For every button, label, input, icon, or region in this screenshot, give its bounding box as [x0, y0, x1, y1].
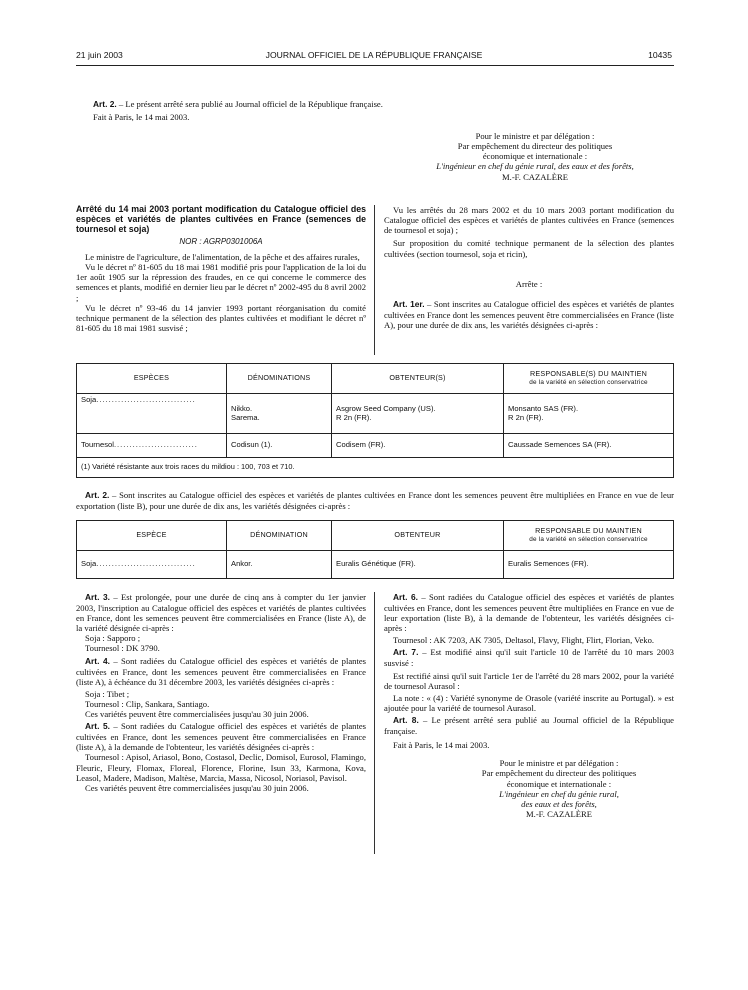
arrete-para: Vu les arrêtés du 28 mars 2002 et du 10 mars 2003 portant modification du Catalogue officiel des espèces et variétés de plantes cultivées en France (semences de tournesol et soja) ; — [384, 205, 674, 236]
table-row — [77, 434, 674, 458]
art6-items: Tournesol : AK 7203, AK 7305, Deltasol, Flavy, Flight, Flirt, Florian, Veko. — [393, 635, 655, 646]
prev-art2-label: Art. 2. — [93, 99, 117, 109]
art3-label: Art. 3. — [85, 592, 110, 602]
art4-end: Ces variétés peuvent être commercialisées jusqu'au 30 juin 2006. — [85, 709, 309, 720]
table-cell-espece: Soja................................ — [77, 551, 227, 579]
table-cell-responsable: Euralis Semences (FR). — [504, 551, 674, 579]
art3-item: Soja : Sapporo ; — [85, 633, 141, 644]
header-date: 21 juin 2003 — [76, 50, 123, 60]
table-cell-responsable: Caussade Semences SA (FR). — [504, 434, 674, 458]
table-cell-obtenteur: Asgrow Seed Company (US). R 2n (FR). — [332, 394, 504, 434]
column-divider — [374, 205, 375, 355]
art7-para: Est rectifié ainsi qu'il suit l'article 1er de l'arrêté du 28 mars 2002, pour la variété de tournesol Aurasol : — [384, 670, 674, 691]
arrete-right-column — [384, 205, 674, 330]
table-header-label: RESPONSABLE(S) DU MAINTIEN — [529, 369, 648, 379]
table-liste-b — [76, 520, 674, 579]
prev-art2-text: – Le présent arrêté sera publié au Journal officiel de la République française. — [116, 99, 383, 109]
table-header: ESPÈCE — [77, 521, 227, 551]
table-header-sub: de la variété en sélection conservatrice — [529, 535, 648, 543]
prev-sig-name: M.-F. CAZALÈRE — [502, 171, 568, 182]
arrete-para: Le ministre de l'agriculture, de l'alimentation, de la pêche et des affaires rurales, — [85, 251, 360, 262]
art1-label: Art. 1er. — [393, 298, 425, 309]
table-header — [504, 521, 674, 551]
bottom-left-column — [76, 592, 366, 793]
table-cell-obtenteur: Codisem (FR). — [332, 434, 504, 458]
sig-name: M.-F. CAZALÈRE — [526, 808, 592, 819]
art2-block — [76, 490, 674, 511]
prev-sig-line: Pour le ministre et par délégation : — [475, 131, 595, 141]
table-header: ESPÈCES — [77, 364, 227, 394]
art8-label: Art. 8. — [393, 715, 419, 726]
column-divider — [374, 592, 375, 854]
table-cell-denom: Codisun (1). — [227, 434, 332, 458]
fait-line: Fait à Paris, le 14 mai 2003. — [393, 740, 490, 751]
table-header: OBTENTEUR(S) — [332, 364, 504, 394]
table-header — [504, 364, 674, 394]
header-journal-title: JOURNAL OFFICIEL DE LA RÉPUBLIQUE FRANÇAISE — [265, 50, 483, 60]
table-cell-obtenteur: Euralis Génétique (FR). — [332, 551, 504, 579]
table-cell-responsable: Monsanto SAS (FR). R 2n (FR). — [504, 394, 674, 434]
bottom-right-column — [384, 592, 674, 819]
art2-text: – Sont inscrites au Catalogue officiel des espèces et variétés de plantes cultivées en France dont les semences peuvent être multipliées en France en vue de leur exportation (liste B), pour une durée de dix ans, les variétés désignées ci-après : — [76, 490, 674, 511]
art6-text: – Sont radiées du Catalogue officiel des espèces et variétés de plantes cultivées en France, dont les semences peuvent être multipliées en France en vue de leur exportation (liste B), à la demande de l'obtenteur, les variétés désignées ci-après : — [384, 592, 674, 634]
table-cell-espece: Tournesol........................... — [77, 434, 227, 458]
arrete-word: Arrête : — [515, 278, 543, 289]
signature-block — [444, 758, 674, 819]
art4-text: – Sont radiées du Catalogue officiel des espèces et variétés de plantes cultivées en France, dont les semences peuvent être commercialisées en France (liste A), à échéance du 31 décembre 2003, les variétés désignées ci-après : — [76, 655, 366, 687]
sig-line: Par empêchement du directeur des politiques — [481, 768, 637, 779]
sig-line: économique et internationale : — [506, 778, 612, 789]
header-page-number: 10435 — [648, 50, 672, 60]
arrete-left-column — [76, 205, 366, 333]
arrete-title: Arrêté du 14 mai 2003 portant modification du Catalogue officiel des espèces et variétés de plantes cultivées en France (semences de tournesol et soja) — [76, 204, 366, 234]
art4-item: Soja : Tibet ; — [85, 688, 130, 699]
table-header-sub: de la variété en sélection conservatrice — [529, 378, 648, 386]
page-header — [76, 50, 672, 62]
arrete-para: Vu le décret nº 81-605 du 18 mai 1981 modifié pris pour l'application de la loi du 1er août 1905 sur la répression des fraudes, en ce qui concerne le commerce des semences et plants, modifié en dernier lieu par le décret nº 2002-495 du 8 avril 2002 ; — [76, 262, 366, 303]
table-cell-denom: Ankor. — [227, 551, 332, 579]
sig-line: des eaux et des forêts, — [521, 798, 597, 809]
table-row — [77, 551, 674, 579]
table-header-label: RESPONSABLE DU MAINTIEN — [535, 526, 642, 536]
table-header: OBTENTEUR — [332, 521, 504, 551]
art3-text: – Est prolongée, pour une durée de cinq ans à compter du 1er janvier 2003, l'inscription au Catalogue officiel des espèces et variétés de plantes cultivées en France, dont les semences peuvent être commercialisées en France (liste A), de la variété désignée ci-après : — [76, 592, 366, 634]
arrete-para: Vu le décret nº 93-46 du 14 janvier 1993 portant réorganisation du comité technique permanent de la sélection des plantes cultivées et modifiant le décret nº 81-605 du 18 mai 1981 susvisé ; — [76, 302, 366, 333]
prev-sig-line: L'ingénieur en chef du génie rural, des eaux et des forêts, — [436, 161, 634, 172]
arrete-para: Sur proposition du comité technique permanent de la sélection des plantes cultivées (section tournesol, soja et ricin), — [384, 238, 674, 259]
prev-sig-line: Par empêchement du directeur des politiques — [457, 141, 613, 152]
prev-arrete-end — [84, 99, 624, 122]
art7-label: Art. 7. — [393, 647, 419, 658]
table-cell-denom: Nikko. Sarema. — [227, 394, 332, 434]
art7-text: – Est modifié ainsi qu'il suit l'article 10 de l'arrêté du 10 mars 2003 susvisé : — [384, 647, 674, 669]
art4-label: Art. 4. — [85, 655, 110, 666]
arrete-nor: NOR : AGRP0301006A — [179, 236, 263, 246]
art7-para: La note : « (4) : Variété synonyme de Orasole (variété inscrite au Portugal). » est ajoutée pour la variété de tournesol Aurasol. — [384, 692, 674, 713]
prev-sig-line: économique et internationale : — [482, 151, 588, 162]
art5-text: – Sont radiées du Catalogue officiel des espèces et variétés de plantes cultivées en France, dont les semences peuvent être commercialisées en France (liste A), à la demande de l'obtenteur, les variétés désignées ci-après : — [76, 721, 366, 753]
sig-line: Pour le ministre et par délégation : — [499, 758, 619, 769]
art6-label: Art. 6. — [393, 592, 418, 602]
art2-label: Art. 2. — [85, 490, 110, 500]
art4-item: Tournesol : Clip, Sankara, Santiago. — [85, 698, 210, 709]
table-row — [77, 394, 674, 434]
art5-items: Tournesol : Apisol, Ariasol, Bono, Costasol, Declic, Domisol, Eurosol, Flamingo, Fleuric, Fleury, Flomax, Floreal, Florence, Florine, Isun 33, Karmona, Kova, Leasol, Madere, Madison, Maltèse, Marcia, Massa, Nicosol, Noriasol, Pavisol. — [76, 752, 366, 783]
prev-signature — [400, 131, 670, 182]
art3-item: Tournesol : DK 3790. — [85, 643, 160, 654]
prev-fait: Fait à Paris, le 14 mai 2003. — [93, 111, 190, 122]
table-cell-espece: Soja................................ — [77, 394, 227, 434]
table-header: DÉNOMINATION — [227, 521, 332, 551]
art8-text: – Le présent arrêté sera publié au Journal officiel de la République française. — [384, 715, 674, 736]
art1-text: – Sont inscrites au Catalogue officiel des espèces et variétés de plantes cultivées en France dont les semences peuvent être commercialisées en France (liste A), pour une durée de dix ans, les variétés désignées ci-après : — [384, 298, 674, 330]
art5-end: Ces variétés peuvent être commercialisées jusqu'au 30 juin 2006. — [85, 782, 309, 793]
table-liste-a — [76, 363, 674, 478]
header-rule — [76, 65, 674, 66]
art5-label: Art. 5. — [85, 721, 110, 732]
table-footnote: (1) Variété résistante aux trois races du mildiou : 100, 703 et 710. — [77, 458, 674, 478]
table-header: DÉNOMINATIONS — [227, 364, 332, 394]
sig-line: L'ingénieur en chef du génie rural, — [499, 788, 619, 799]
